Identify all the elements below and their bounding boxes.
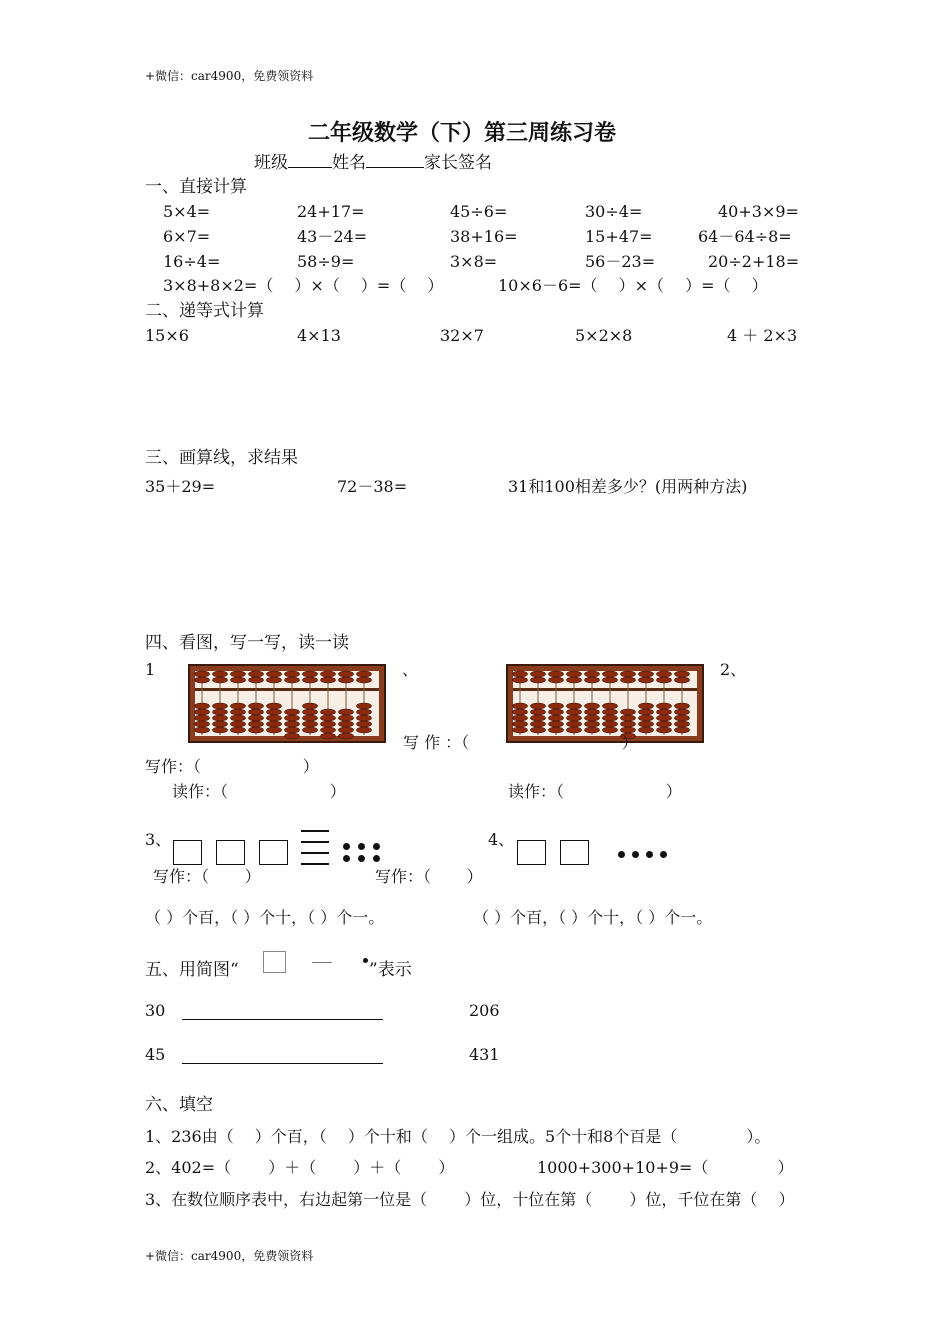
class-blank[interactable]: [288, 153, 332, 168]
one-dot-icon: [358, 855, 365, 862]
answer-line[interactable]: [182, 1019, 383, 1020]
ten-stick-icon: [312, 962, 332, 963]
read-answer-right: 读作：（ ）: [508, 782, 682, 801]
calc-item: 38+16=: [450, 227, 518, 246]
hundred-square-icon: [216, 840, 245, 865]
abacus-icon: [188, 664, 386, 743]
watermark-top: +微信：car4900，免费领资料: [145, 69, 314, 83]
student-info: [254, 153, 492, 173]
calc-item: 3×8=: [450, 252, 498, 271]
one-dot-icon: [373, 843, 380, 850]
calc-item: 40+3×9=: [718, 202, 799, 221]
one-dot-icon: [373, 855, 380, 862]
ten-stick-icon: [301, 830, 329, 832]
hundred-square-icon: [173, 840, 202, 865]
watermark-bottom: +微信：car4900，免费领资料: [145, 1249, 314, 1263]
calc-item: 45÷6=: [450, 202, 508, 221]
ten-stick-icon: [301, 841, 329, 843]
ten-stick-icon: [301, 852, 329, 854]
place-value-b: （ ）个百，（ ）个十，（ ）个一。: [473, 908, 713, 927]
fill-expression-b: 10×6－6=（ ）×（ ）=（ ）: [498, 276, 768, 295]
hundred-square-icon: [259, 840, 288, 865]
question-number-1: 1: [145, 660, 156, 679]
stepwise-item: 32×7: [440, 326, 484, 345]
number-item: 30: [145, 1001, 166, 1020]
number-item: 431: [469, 1045, 500, 1064]
parent-signature-label: 家长签名: [424, 153, 492, 173]
separator: 、: [402, 660, 419, 679]
stepwise-item: 15×6: [145, 326, 189, 345]
one-dot-icon: [646, 851, 653, 858]
section-5-heading: [145, 960, 239, 980]
stepwise-item: 5×2×8: [575, 326, 633, 345]
fill-question-1: 1、236由（ ）个百，（ ）个十和（ ）个一组成。5个十和8个百是（ ）。: [145, 1127, 771, 1146]
one-dot-icon: [660, 851, 667, 858]
calc-item: 15+47=: [585, 227, 653, 246]
number-line-item: 35＋29=: [145, 477, 216, 496]
write-answer-4: 写作：（ ）: [375, 867, 483, 886]
one-dot-icon: [343, 855, 350, 862]
page-title: 二年级数学（下）第三周练习卷: [308, 121, 617, 146]
section-6-heading: 六、填空: [145, 1095, 213, 1115]
hundred-square-icon: [560, 840, 589, 865]
one-dot-icon: [343, 843, 350, 850]
section-5-heading-a: 五、用简图“: [145, 960, 239, 980]
fill-question-3: 3、在数位顺序表中，右边起第一位是（ ）位，十位在第（ ）位，千位在第（ ）: [145, 1190, 795, 1209]
class-label: 班级: [254, 153, 288, 173]
name-label: 姓名: [332, 153, 366, 173]
fill-expression-a: 3×8+8×2=（ ）×（ ）=（ ）: [163, 276, 444, 295]
calc-item: 24+17=: [297, 202, 365, 221]
calc-item: 5×4=: [163, 202, 211, 221]
section-3-heading: 三、画算线，求结果: [145, 448, 298, 468]
calc-item: 43－24=: [297, 227, 368, 246]
number-item: 206: [469, 1001, 500, 1020]
calc-item: 16÷4=: [163, 252, 221, 271]
name-blank[interactable]: [366, 153, 424, 168]
ten-stick-icon: [301, 863, 329, 865]
section-4-heading: 四、看图，写一写，读一读: [145, 633, 349, 653]
one-dot-icon: [358, 843, 365, 850]
fill-question-2b: 1000+300+10+9=（ ）: [537, 1158, 794, 1177]
section-1-heading: 一、直接计算: [145, 177, 247, 197]
section-5-heading-b: ”表示: [369, 960, 412, 980]
hundred-square-icon: [263, 951, 286, 973]
write-answer-right: 写 作 ：（ ）: [403, 733, 638, 752]
fill-question-2a: 2、402=（ ）＋（ ）＋（ ）: [145, 1158, 455, 1177]
write-answer-3: 写作：（ ）: [153, 867, 261, 886]
hundred-square-icon: [517, 840, 546, 865]
number-line-item: 72－38=: [337, 477, 408, 496]
one-dot-icon: [632, 851, 639, 858]
question-number-2: 2、: [720, 660, 747, 679]
one-dot-icon: [618, 851, 625, 858]
calc-item: 64－64÷8=: [698, 227, 792, 246]
number-line-item: 31和100相差多少？(用两种方法): [508, 477, 748, 496]
calc-item: 30÷4=: [585, 202, 643, 221]
place-value-a: （ ）个百，（ ）个十，（ ）个一。: [145, 908, 385, 927]
calc-item: 58÷9=: [297, 252, 355, 271]
calc-item: 56－23=: [585, 252, 656, 271]
calc-item: 6×7=: [163, 227, 211, 246]
write-answer-left: 写作：（ ）: [145, 757, 319, 776]
question-number-3: 3、: [145, 830, 172, 849]
question-number-4: 4、: [488, 830, 515, 849]
stepwise-item: 4×13: [297, 326, 341, 345]
read-answer-left: 读作：（ ）: [172, 782, 346, 801]
section-2-heading: 二、递等式计算: [145, 301, 264, 321]
calc-item: 20÷2+18=: [708, 252, 800, 271]
number-item: 45: [145, 1045, 166, 1064]
answer-line[interactable]: [182, 1063, 383, 1064]
abacus-icon: [506, 664, 704, 743]
one-dot-icon: [363, 958, 368, 963]
stepwise-item: 4 ＋ 2×3: [727, 326, 798, 345]
